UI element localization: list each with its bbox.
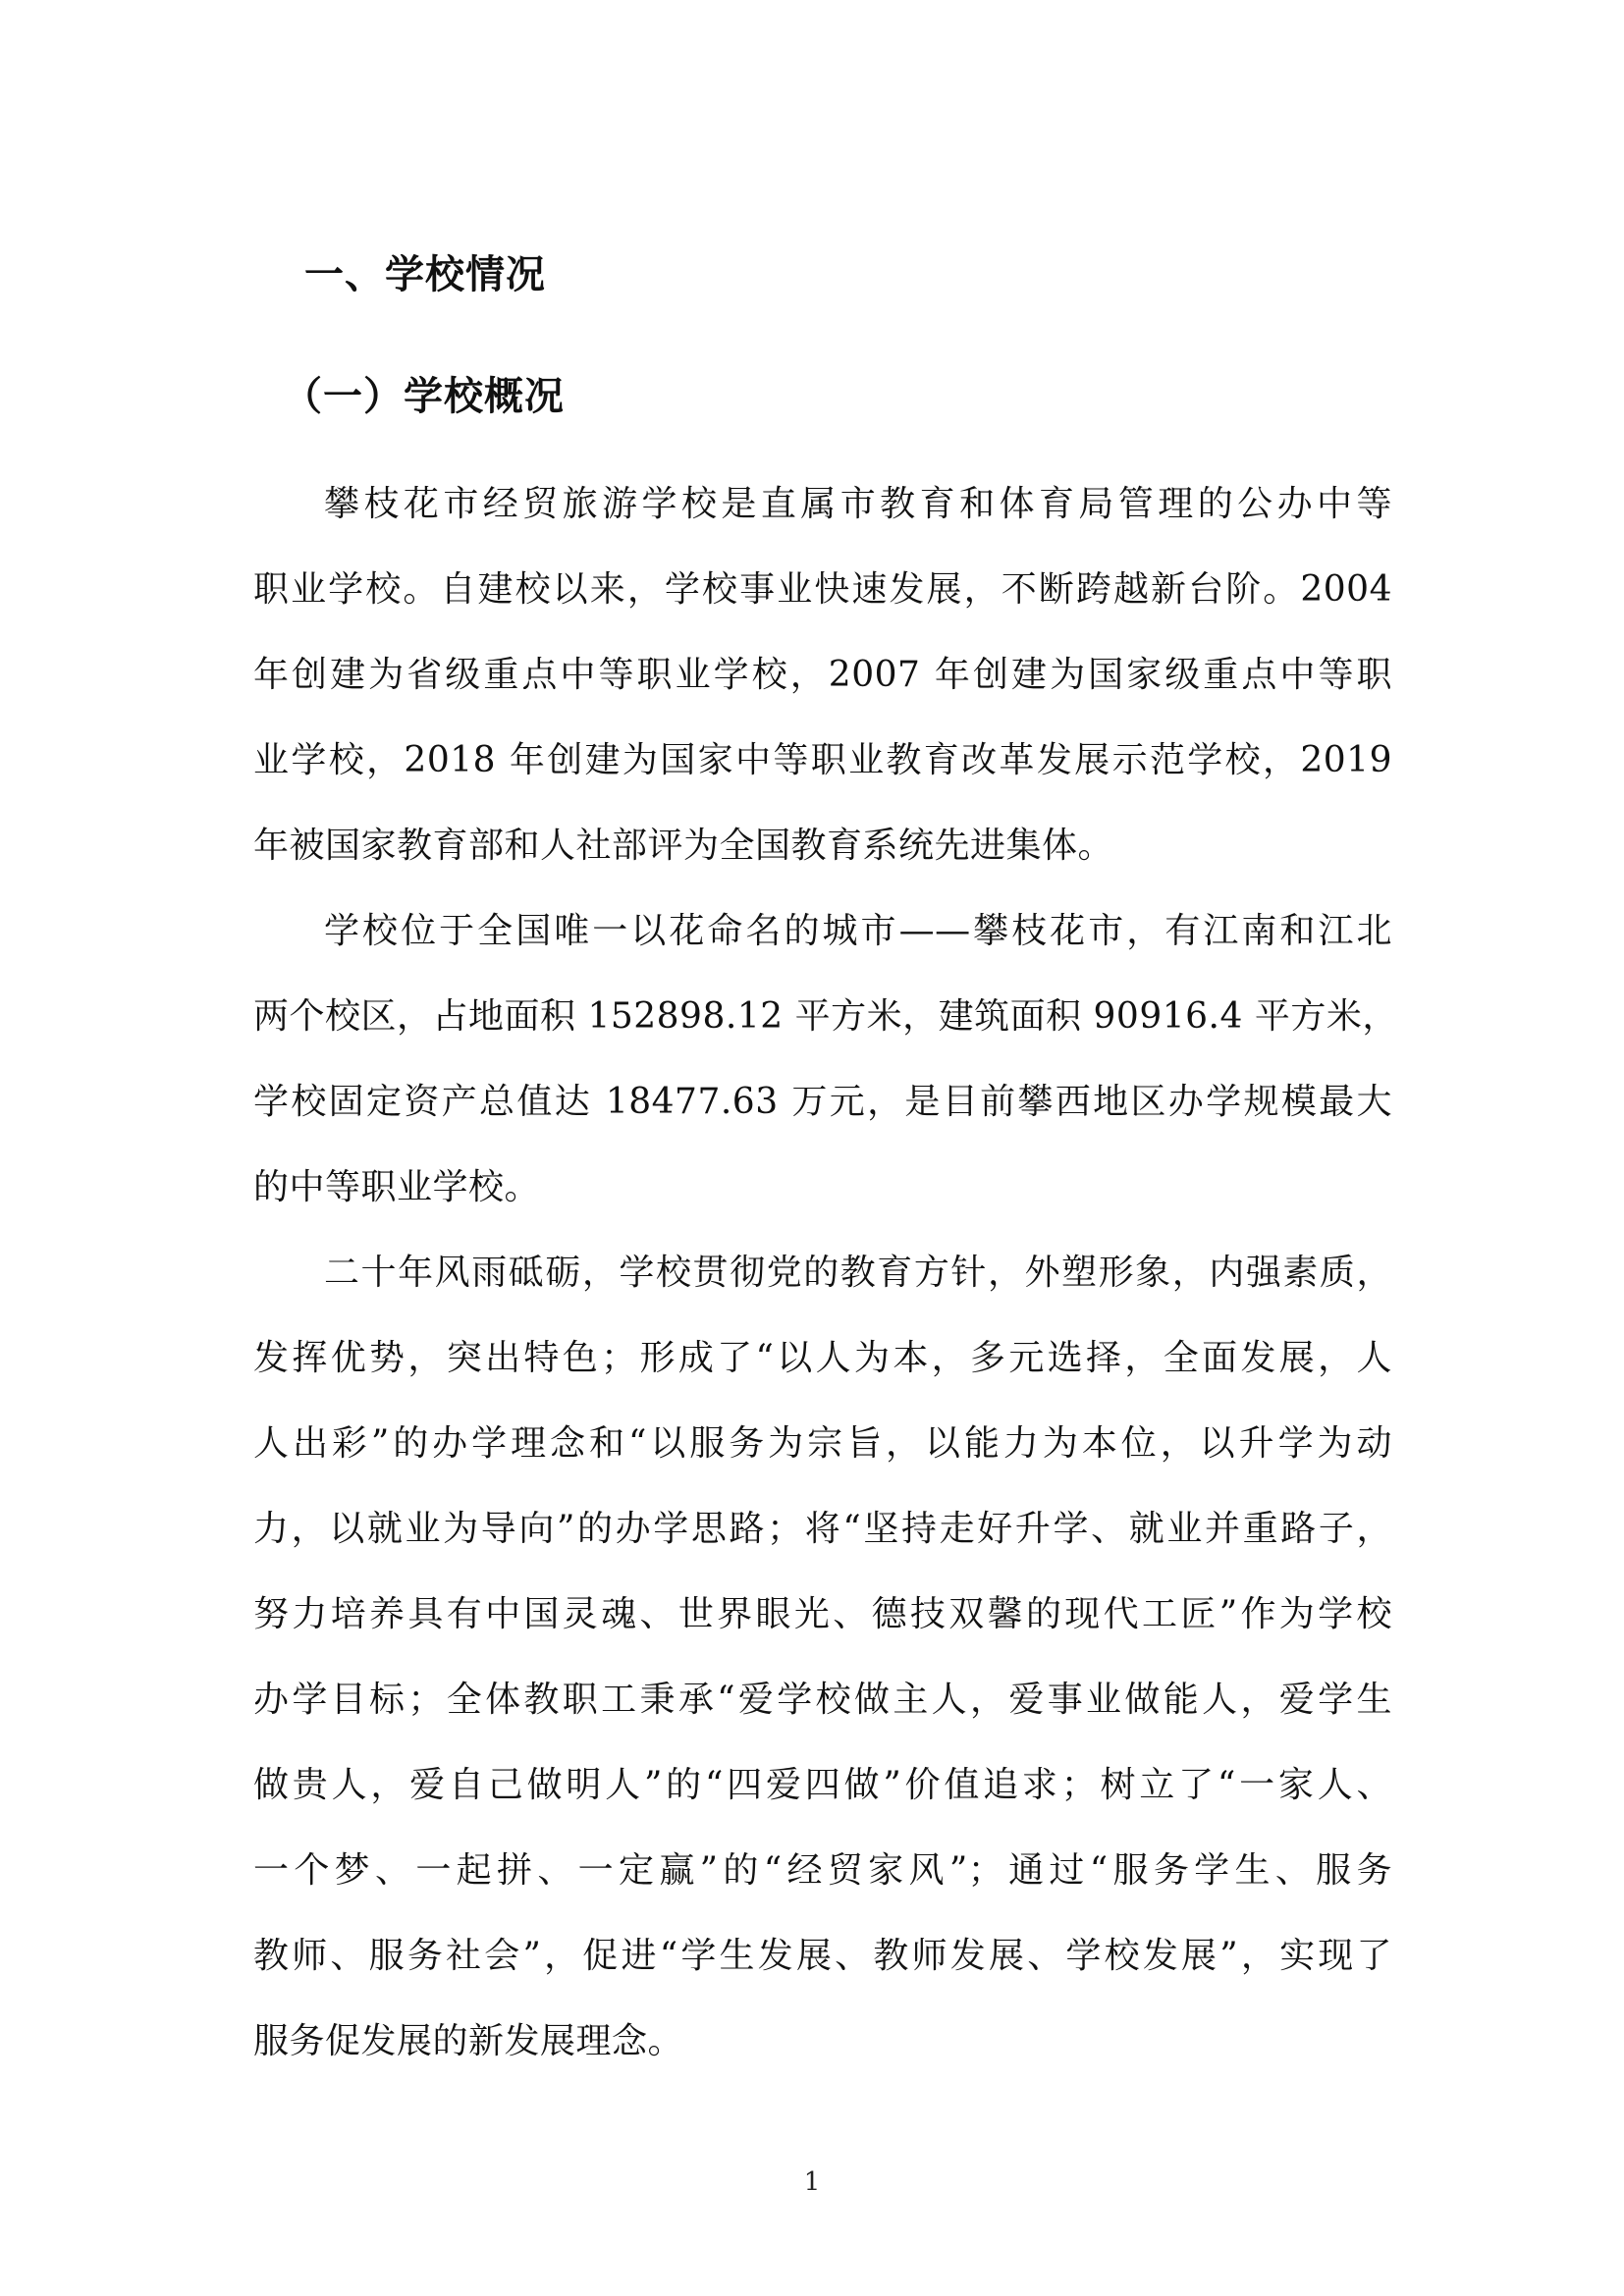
paragraph-2-line: 学校固定资产总值达 18477.63 万元，是目前攀西地区办学规模最大: [253, 1082, 1392, 1122]
paragraph-3-line: 二十年风雨砥砺，学校贯彻党的教育方针，外塑形象，内强素质，: [324, 1253, 1392, 1293]
paragraph-3-line: 做贵人，爱自己做明人”的“四爱四做”价值追求；树立了“一家人、: [253, 1765, 1392, 1805]
paragraph-2-line: 两个校区，占地面积 152898.12 平方米，建筑面积 90916.4 平方米，: [253, 996, 1398, 1037]
subsection-heading: （一）学校概况: [283, 374, 565, 419]
paragraph-2-line: 的中等职业学校。: [253, 1167, 541, 1207]
paragraph-3-line: 力，以就业为导向”的办学思路；将“坚持走好升学、就业并重路子，: [253, 1509, 1392, 1549]
document-body: [253, 461, 1398, 2084]
paragraph-3-line: 人出彩”的办学理念和“以服务为宗旨，以能力为本位，以升学为动: [253, 1423, 1392, 1464]
paragraph-3-line: 努力培养具有中国灵魂、世界眼光、德技双馨的现代工匠”作为学校: [253, 1594, 1392, 1634]
section-heading: 一、学校情况: [304, 252, 546, 297]
page-number: 1: [803, 2167, 821, 2197]
paragraph-1-line: 攀枝花市经贸旅游学校是直属市教育和体育局管理的公办中等: [324, 484, 1392, 524]
paragraph-2-line: 学校位于全国唯一以花命名的城市——攀枝花市，有江南和江北: [324, 911, 1392, 951]
paragraph-1-line: 年被国家教育部和人社部评为全国教育系统先进集体。: [253, 826, 1114, 866]
paragraph-3-line: 一个梦、一起拼、一定赢”的“经贸家风”；通过“服务学生、服务: [253, 1850, 1392, 1891]
paragraph-1-line: 职业学校。自建校以来，学校事业快速发展，不断跨越新台阶。2004: [253, 569, 1392, 610]
paragraph-1-line: 年创建为省级重点中等职业学校，2007 年创建为国家级重点中等职: [253, 655, 1392, 695]
paragraph-3-line: 办学目标；全体教职工秉承“爱学校做主人，爱事业做能人，爱学生: [253, 1680, 1392, 1720]
paragraph-3-line: 服务促发展的新发展理念。: [253, 2021, 684, 2061]
paragraph-1-line: 业学校，2018 年创建为国家中等职业教育改革发展示范学校，2019: [253, 740, 1392, 780]
paragraph-3-line: 发挥优势，突出特色；形成了“以人为本，多元选择，全面发展，人: [253, 1338, 1392, 1378]
paragraph-3-line: 教师、服务社会”，促进“学生发展、教师发展、学校发展”，实现了: [253, 1936, 1392, 1976]
